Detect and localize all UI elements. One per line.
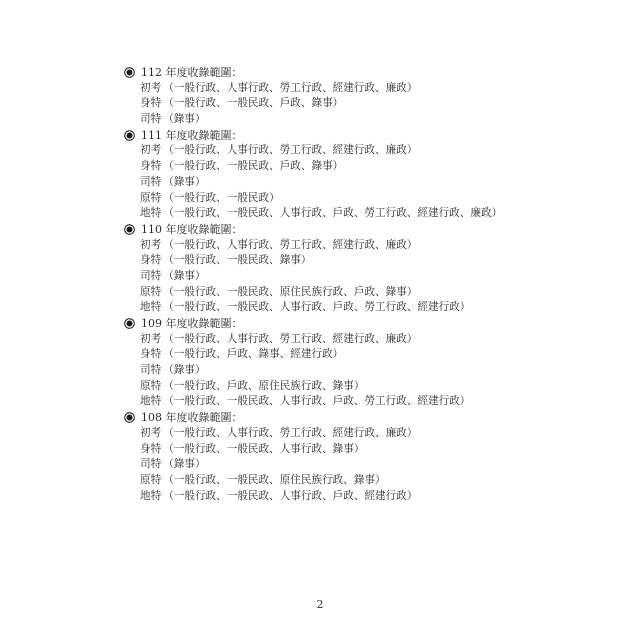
exam-scope-text: （一般行政、一般民政、人事行政、戶政、勞工行政、經建行政） bbox=[163, 395, 471, 408]
exam-scope-text: （一般行政、一般民政、原住民族行政、戶政、錄事） bbox=[163, 285, 418, 298]
exam-scope-row bbox=[124, 143, 624, 159]
exam-scope-row bbox=[124, 457, 624, 473]
exam-name: 身特 bbox=[140, 442, 162, 455]
exam-scope-row bbox=[124, 238, 624, 254]
exam-name: 地特 bbox=[140, 301, 162, 314]
fisheye-bullet-icon bbox=[124, 130, 135, 141]
year-heading-text: 112 年度收錄範圍： bbox=[141, 66, 243, 79]
exam-scope-text: （一般行政、人事行政、勞工行政、經建行政、廉政） bbox=[163, 426, 418, 439]
exam-scope-text: （一般行政、一般民政、人事行政、戶政、勞工行政、經建行政、廉政） bbox=[163, 207, 503, 220]
year-block bbox=[124, 128, 624, 222]
exam-scope-row bbox=[124, 379, 624, 395]
exam-name: 初考 bbox=[140, 426, 162, 439]
exam-scope-row bbox=[124, 489, 624, 505]
exam-scope-row bbox=[124, 159, 624, 175]
year-heading-text: 111 年度收錄範圍： bbox=[141, 128, 243, 142]
exam-name: 初考 bbox=[140, 81, 162, 94]
year-block bbox=[124, 65, 624, 128]
exam-name: 司特 bbox=[140, 458, 162, 471]
exam-scope-text: （一般行政、一般民政、人事行政、戶政、勞工行政、經建行政） bbox=[163, 301, 471, 314]
fisheye-bullet-icon bbox=[124, 318, 135, 329]
exam-scope-text: （一般行政、一般民政、錄事） bbox=[163, 254, 312, 267]
exam-name: 原特 bbox=[140, 285, 162, 298]
exam-name: 司特 bbox=[140, 364, 162, 377]
exam-name: 地特 bbox=[140, 395, 162, 408]
fisheye-bullet-icon bbox=[124, 67, 135, 78]
exam-scope-row bbox=[124, 473, 624, 489]
exam-name: 司特 bbox=[140, 175, 162, 188]
exam-name: 地特 bbox=[140, 489, 162, 502]
year-heading bbox=[124, 222, 624, 238]
exam-name: 身特 bbox=[140, 254, 162, 267]
exam-name: 初考 bbox=[140, 332, 162, 345]
year-heading-text: 108 年度收錄範圍： bbox=[141, 411, 243, 425]
exam-scope-text: （一般行政、戶政、原住民族行政、錄事） bbox=[163, 379, 365, 392]
exam-scope-row bbox=[124, 442, 624, 458]
exam-scope-row bbox=[124, 347, 624, 363]
exam-scope-row bbox=[124, 426, 624, 442]
exam-name: 原特 bbox=[140, 473, 162, 486]
exam-scope-text: （一般行政、一般民政、人事行政、錄事） bbox=[163, 442, 365, 455]
exam-name: 身特 bbox=[140, 97, 162, 110]
exam-name: 地特 bbox=[140, 207, 162, 220]
exam-scope-row bbox=[124, 253, 624, 269]
year-heading bbox=[124, 128, 624, 144]
exam-scope-row bbox=[124, 394, 624, 410]
exam-scope-row bbox=[124, 191, 624, 207]
year-heading-text: 110 年度收錄範圍： bbox=[141, 222, 243, 236]
exam-scope-row bbox=[124, 175, 624, 191]
exam-scope-text: （錄事） bbox=[163, 175, 206, 188]
exam-scope-list bbox=[124, 65, 624, 504]
exam-scope-row bbox=[124, 206, 624, 222]
exam-name: 身特 bbox=[140, 348, 162, 361]
year-heading bbox=[124, 65, 624, 81]
exam-scope-text: （一般行政、人事行政、勞工行政、經建行政、廉政） bbox=[163, 238, 418, 251]
exam-name: 原特 bbox=[140, 191, 162, 204]
exam-scope-row bbox=[124, 81, 624, 97]
exam-scope-row bbox=[124, 332, 624, 348]
exam-name: 初考 bbox=[140, 144, 162, 157]
exam-scope-text: （一般行政、一般民政） bbox=[163, 191, 280, 204]
fisheye-bullet-icon bbox=[124, 412, 135, 423]
exam-scope-row bbox=[124, 96, 624, 112]
exam-scope-text: （一般行政、人事行政、勞工行政、經建行政、廉政） bbox=[163, 144, 418, 157]
exam-scope-row bbox=[124, 269, 624, 285]
exam-scope-row bbox=[124, 112, 624, 128]
exam-name: 原特 bbox=[140, 379, 162, 392]
exam-scope-text: （一般行政、人事行政、勞工行政、經建行政、廉政） bbox=[163, 332, 418, 345]
exam-name: 司特 bbox=[140, 269, 162, 282]
year-block bbox=[124, 316, 624, 410]
exam-scope-text: （一般行政、一般民政、戶政、錄事） bbox=[163, 97, 344, 110]
year-heading bbox=[124, 316, 624, 332]
page-number: 2 bbox=[316, 598, 324, 611]
exam-name: 初考 bbox=[140, 238, 162, 251]
exam-scope-text: （錄事） bbox=[163, 269, 206, 282]
exam-scope-text: （一般行政、一般民政、人事行政、戶政、經建行政） bbox=[163, 489, 418, 502]
exam-name: 司特 bbox=[140, 113, 162, 126]
year-heading-text: 109 年度收錄範圍： bbox=[141, 317, 243, 330]
exam-scope-row bbox=[124, 363, 624, 379]
exam-name: 身特 bbox=[140, 160, 162, 173]
exam-scope-text: （一般行政、人事行政、勞工行政、經建行政、廉政） bbox=[163, 81, 418, 94]
exam-scope-text: （錄事） bbox=[163, 364, 206, 377]
fisheye-bullet-icon bbox=[124, 224, 135, 235]
year-block bbox=[124, 222, 624, 316]
exam-scope-text: （一般行政、一般民政、原住民族行政、錄事） bbox=[163, 473, 386, 486]
exam-scope-text: （錄事） bbox=[163, 458, 206, 471]
exam-scope-text: （一般行政、一般民政、戶政、錄事） bbox=[163, 160, 344, 173]
year-block bbox=[124, 410, 624, 504]
exam-scope-text: （一般行政、戶政、錄事、經建行政） bbox=[163, 348, 344, 361]
year-heading bbox=[124, 410, 624, 426]
exam-scope-row bbox=[124, 300, 624, 316]
exam-scope-text: （錄事） bbox=[163, 113, 206, 126]
exam-scope-row bbox=[124, 285, 624, 301]
